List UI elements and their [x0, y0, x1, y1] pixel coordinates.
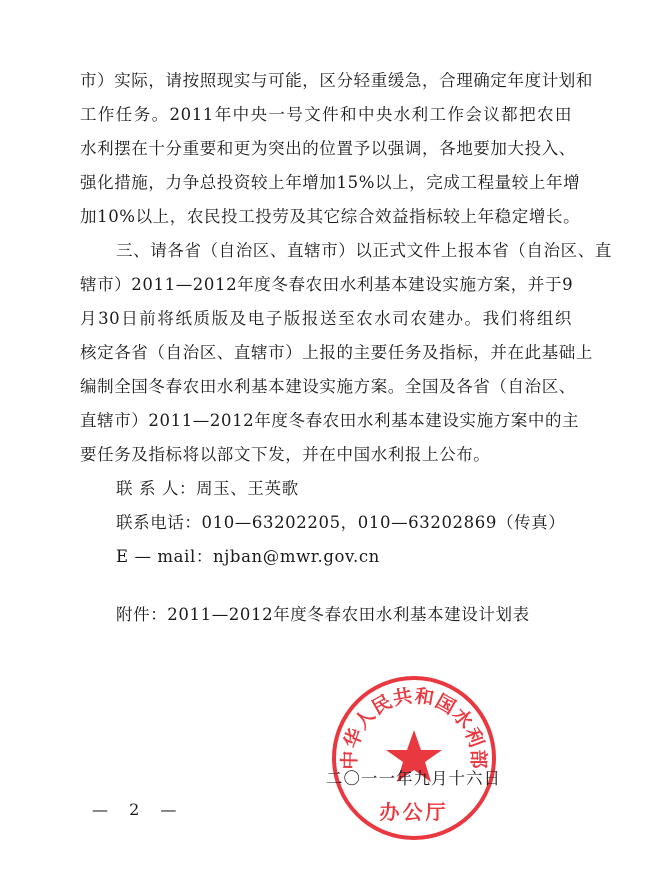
- document-date: 二〇一一年九月十六日: [326, 769, 501, 788]
- body-line-2: 工作任务。2011年中央一号文件和中央水利工作会议都把农田: [80, 105, 572, 124]
- body-line-3: 水利摆在十分重要和更为突出的位置予以强调，各地要加大投入、: [80, 139, 576, 158]
- paragraph-three-line-4: 核定各省（自治区、直辖市）上报的主要任务及指标，并在此基础上: [80, 343, 593, 362]
- paragraph-three-line-1: 三、请各省（自治区、直辖市）以正式文件上报本省（自治区、直: [116, 241, 612, 260]
- paragraph-three-line-5: 编制全国冬春农田水利基本建设实施方案。全国及各省（自治区、: [80, 377, 576, 396]
- contact-phone: 联系电话：010—63202205，010—63202869（传真）: [116, 513, 566, 532]
- body-line-1: 市）实际，请按照现实与可能，区分轻重缓急，合理确定年度计划和: [80, 71, 593, 90]
- paragraph-three-line-3: 月30日前将纸质版及电子版报送至农水司农建办。我们将组织: [80, 309, 572, 328]
- body-line-5: 加10%以上，农民投工投劳及其它综合效益指标较上年稳定增长。: [80, 207, 581, 226]
- paragraph-three-line-6: 直辖市）2011—2012年度冬春农田水利基本建设实施方案中的主: [80, 411, 580, 430]
- body-line-4: 强化措施，力争总投资较上年增加15%以上，完成工程量较上年增: [80, 173, 581, 192]
- seal-arc-text: 中华人民共和国水利部: [338, 684, 490, 770]
- official-seal: [328, 672, 500, 844]
- seal-bottom-text: 办公厅: [379, 800, 449, 824]
- page-number: — 2 —: [92, 800, 185, 819]
- attachment-note: 附件：2011—2012年度冬春农田水利基本建设计划表: [116, 605, 530, 624]
- paragraph-three-line-7: 要任务及指标将以部文下发，并在中国水利报上公布。: [80, 445, 491, 464]
- contact-email: E — mail：njban@mwr.gov.cn: [116, 547, 380, 566]
- contact-person: 联 系 人：周玉、王英歌: [116, 479, 299, 498]
- paragraph-three-line-2: 辖市）2011—2012年度冬春农田水利基本建设实施方案，并于9: [80, 275, 574, 294]
